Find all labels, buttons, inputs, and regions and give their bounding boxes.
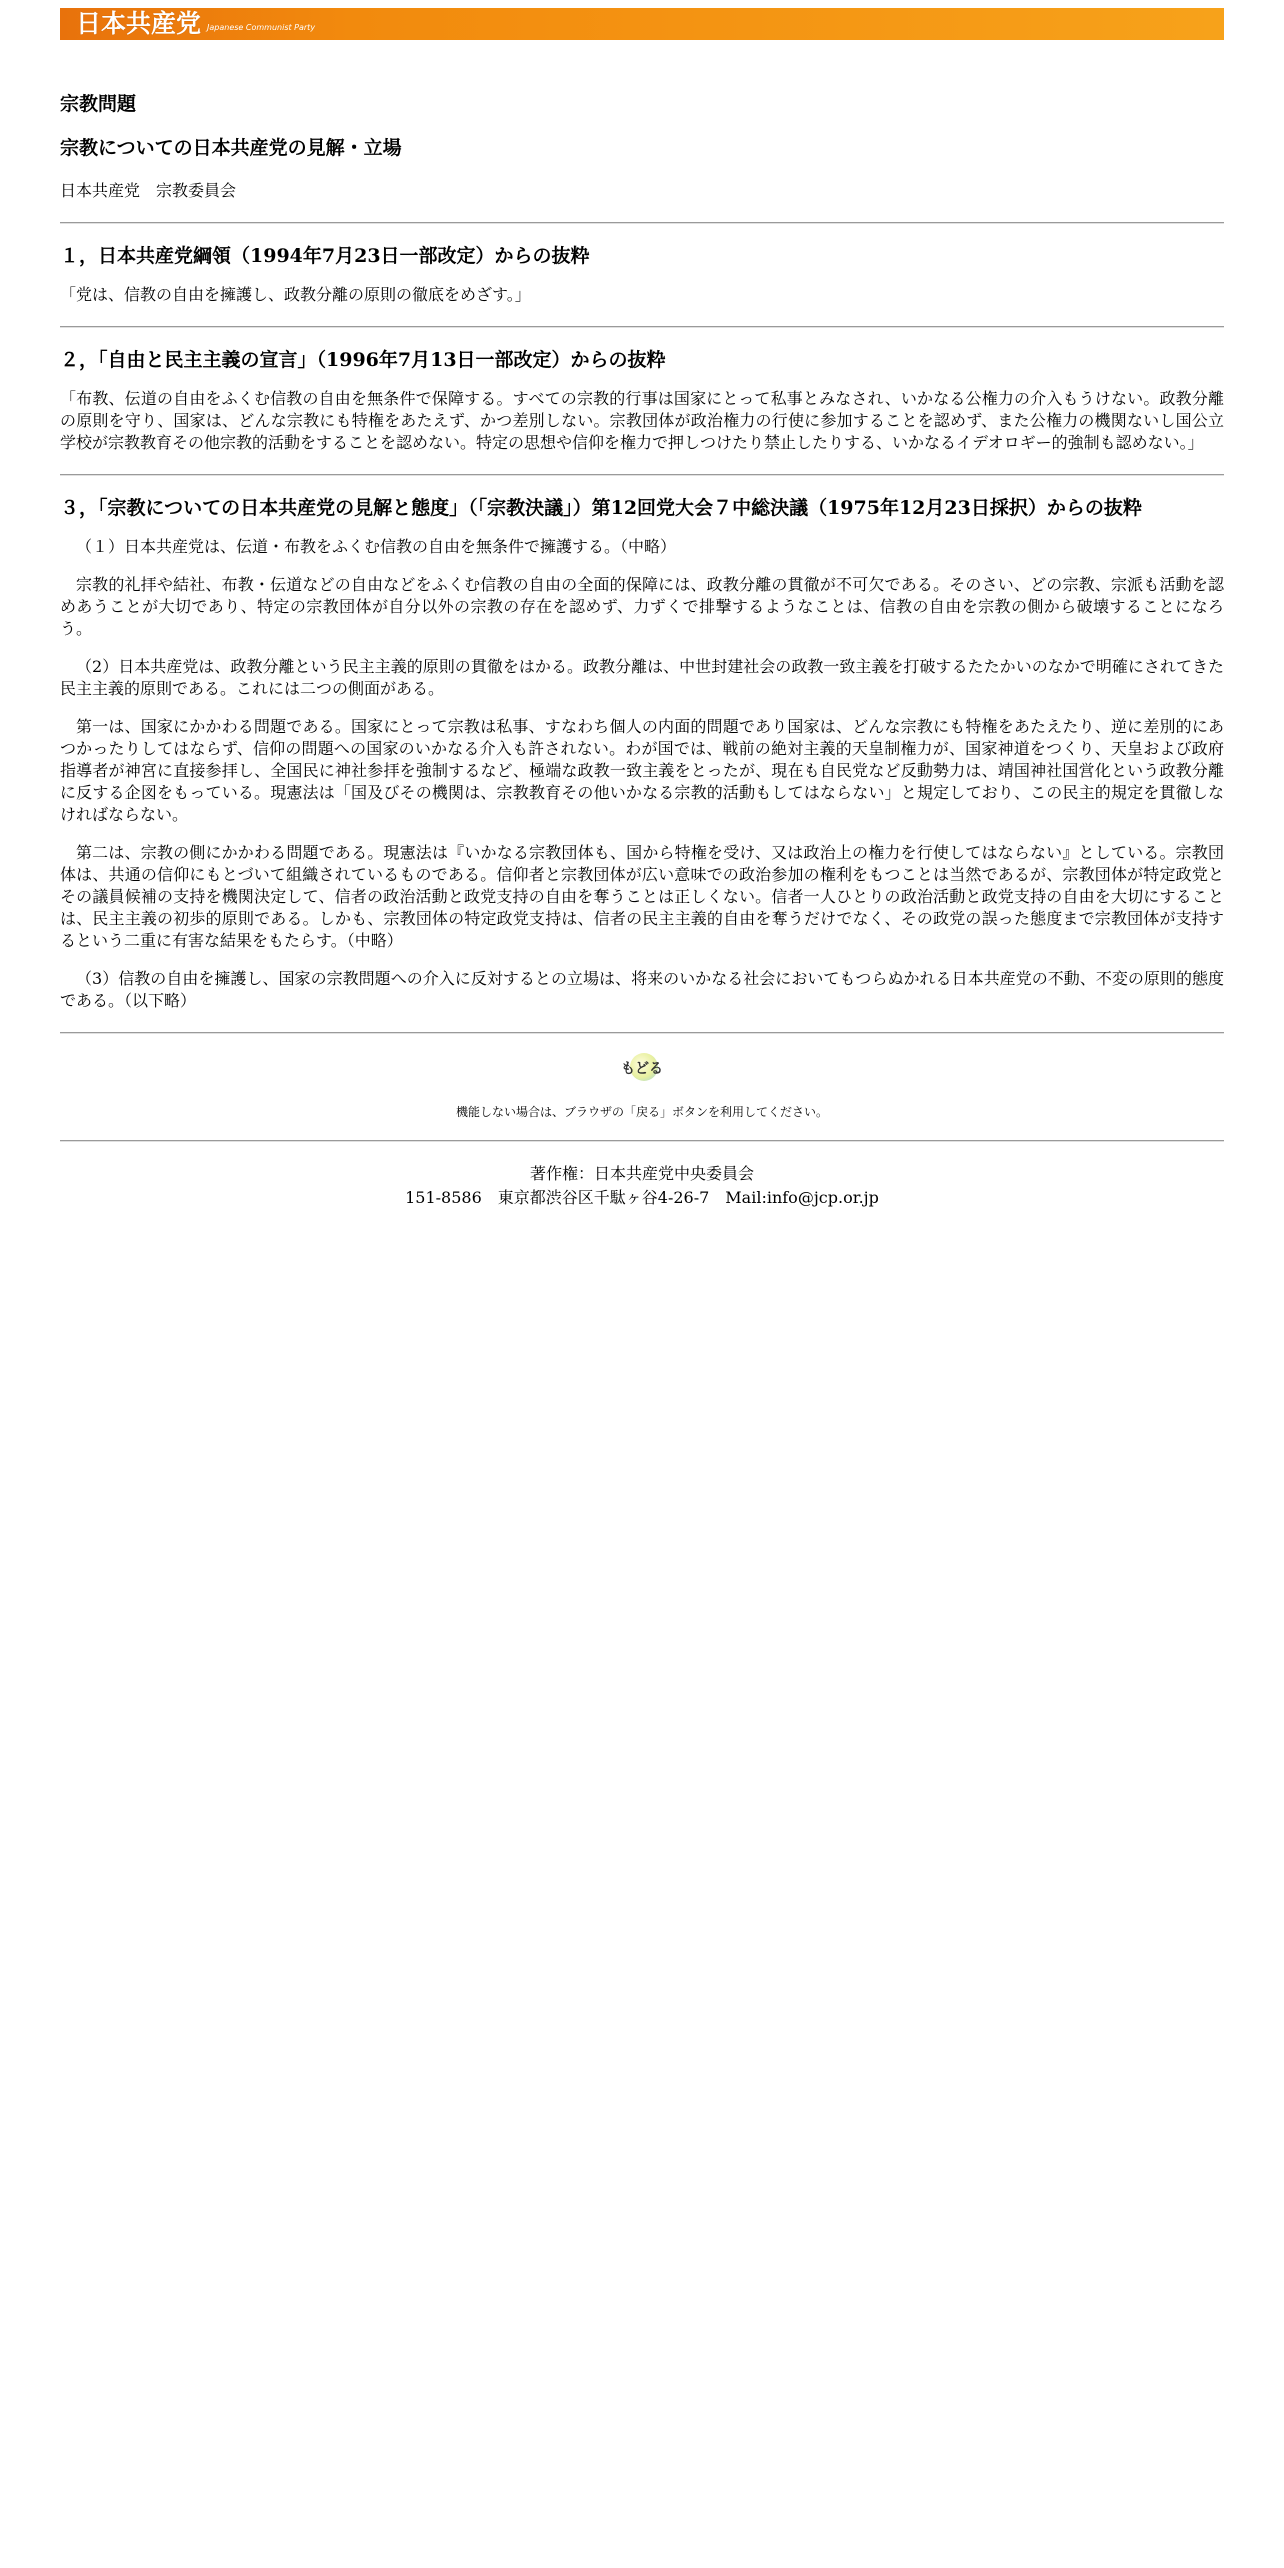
section-1-paragraph: 「党は、信教の自由を擁護し、政教分離の原則の徹底をめざす。」 [60, 285, 531, 304]
author-line: 日本共産党 宗教委員会 [60, 181, 237, 200]
site-banner[interactable] [60, 8, 1224, 40]
section-3-heading: ３，「宗教についての日本共産党の見解と態度」（「宗教決議」）第12回党大会７中総決議（1975年12月23日採択）からの抜粋 [60, 497, 1142, 519]
divider [60, 326, 1224, 328]
divider [60, 1140, 1224, 1142]
back-area [60, 1052, 1224, 1120]
section-label: 宗教問題 [60, 93, 137, 115]
footer [60, 1162, 1224, 1210]
section-1-heading: １，日本共産党綱領（1994年7月23日一部改定）からの抜粋 [60, 245, 590, 267]
section-2-paragraph: 「布教、伝道の自由をふくむ信教の自由を無条件で保障する。すべての宗教的行事は国家にとって私事とみなされ、いかなる公権力の介入もうけない。政教分離の原則を守り、国家は、どんな宗教にも特権をあたえず、かつ差別しない。宗教団体が政治権力の行使に参加することを認めず、また公権力の機関ないし国公立学校が宗教教育その他宗教的活動をすることを認めない。特定の思想や信仰を権力で押しつけたり禁止したりする、いかなるイデオロギー的強制も認めない。」 [60, 389, 1224, 452]
section-3-paragraph-4: 第一は、国家にかかわる問題である。国家にとって宗教は私事、すなわち個人の内面的問題であり国家は、どんな宗教にも特権をあたえたり、逆に差別的にあつかったりしてはならず、信仰の問題への国家のいかなる介入も許されない。わが国では、戦前の絶対主義的天皇制権力が、国家神道をつくり、天皇および政府指導者が神宮に直接参拝し、全国民に神社参拝を強制するなど、極端な政教一致主義をとったが、現在も自民党など反動勢力は、靖国神社国営化という政教分離に反する企図をもっている。現憲法は「国及びその機関は、宗教教育その他いかなる宗教的活動もしてはならない」と規定しており、この民主的規定を貫徹しなければならない。 [60, 717, 1224, 824]
back-button-label: もどる [621, 1061, 663, 1077]
section-3-paragraph-1: （１）日本共産党は、伝道・布教をふくむ信教の自由を無条件で擁護する。（中略） [76, 537, 677, 556]
site-logo: 日本共産党 [76, 9, 202, 38]
back-note: 機能しない場合は、ブラウザの「戻る」ボタンを利用してください。 [455, 1105, 828, 1119]
section-3-paragraph-3: （2）日本共産党は、政教分離という民主主義的原則の貫徹をはかる。政教分離は、中世封建社会の政教一致主義を打破するたたかいのなかで明確にされてきた民主主義的原則である。これには二つの側面がある。 [60, 657, 1224, 698]
section-2-heading: ２，「自由と民主主義の宣言」（1996年7月13日一部改定）からの抜粋 [60, 349, 666, 371]
section-3-paragraph-2: 宗教的礼拝や結社、布教・伝道などの自由などをふくむ信教の自由の全面的保障には、政教分離の貫徹が不可欠である。そのさい、どの宗教、宗派も活動を認めあうことが大切であり、特定の宗教団体が自分以外の宗教の存在を認めず、力ずくで排撃するようなことは、信教の自由を宗教の側から破壊することになろう。 [60, 575, 1224, 638]
content-wrapper [60, 8, 1224, 1210]
address-text[interactable]: 151-8586 東京都渋谷区千駄ヶ谷4-26-7 Mail:info@jcp.or.jp [405, 1188, 879, 1207]
section-3-paragraph-6: （3）信教の自由を擁護し、国家の宗教問題への介入に反対するとの立場は、将来のいかなる社会においてもつらぬかれる日本共産党の不動、不変の原則的態度である。（以下略） [60, 969, 1224, 1010]
divider [60, 474, 1224, 476]
divider [60, 1032, 1224, 1034]
divider [60, 222, 1224, 224]
copyright-text: 著作権：日本共産党中央委員会 [529, 1164, 754, 1183]
site-logo-subtitle: Japanese Communist Party [207, 22, 316, 32]
page-title: 宗教についての日本共産党の見解・立場 [60, 137, 402, 159]
back-button[interactable] [612, 1052, 672, 1082]
section-3-paragraph-5: 第二は、宗教の側にかかわる問題である。現憲法は『いかなる宗教団体も、国から特権を受け、又は政治上の権力を行使してはならない』としている。宗教団体は、共通の信仰にもとづいて組織されているものである。信仰者と宗教団体が広い意味での政治参加の権利をもつことは当然であるが、宗教団体が特定政党とその議員候補の支持を機関決定して、信者の政治活動と政党支持の自由を奪うことは正しくない。信者一人ひとりの政治活動と政党支持の自由を大切にすることは、民主主義の初歩的原則である。しかも、宗教団体の特定政党支持は、信者の民主主義的自由を奪うだけでなく、その政党の誤った態度まで宗教団体が支持するという二重に有害な結果をもたらす。（中略） [60, 843, 1224, 950]
